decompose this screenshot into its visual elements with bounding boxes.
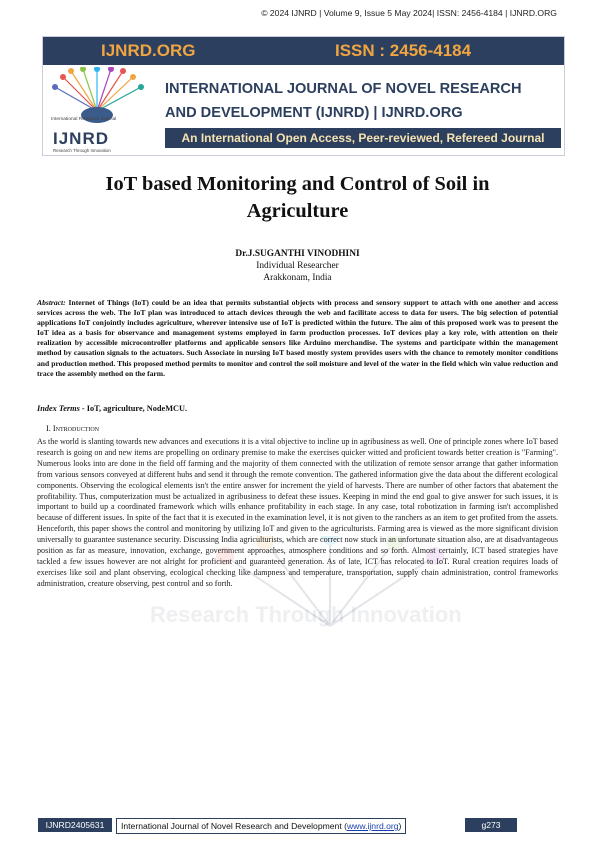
section-number: I. bbox=[46, 424, 51, 433]
journal-tagline: An International Open Access, Peer-reviewed, Refereed Journal bbox=[165, 128, 561, 148]
footer-page-number: g273 bbox=[465, 818, 517, 832]
footer-journal-name: International Journal of Novel Research and Development ( bbox=[121, 821, 347, 831]
footer-paper-id: IJNRD2405631 bbox=[38, 818, 112, 832]
author-name: Dr.J.SUGANTHI VINODHINI bbox=[235, 249, 360, 259]
journal-banner bbox=[42, 36, 565, 156]
introduction-body: As the world is slanting towards new advances and executions it is a vital objective to incline up in agribusiness as well. One of principle zones where IoT based research is going on and new items are propelling on ordinary premise to make the exercises quicker witted and proficient towards better creation is "Farming". Numerous looks into are done in the field off farming and the majority of them connected with the utilization of remote sensor arrange that gather information from various sensors conveyed at different hubs and send it through the remote convention. The gathered information give the data about the different ecological components. Observing the ecological elements isn't the entire answer for increment the yield of harvests. There are number of other factors that abatement the profitability. Thus, computerization must be actualized in agribusiness to defeat these issues. Keeping in mind the end goal to give answer for such issues, it is important to build up a coordinated framework which wills enhance profitability in each stage. In any case, total robotization in farming isn't accomplished because of different issues. In spite of the fact that it is executed in the examination level, it is not given to the ranchers as an item to get profited from the assets. Henceforth, this paper shows the control and monitoring by utilizing IoT and given to the agriculturists. Farming area is viewed as the more significant division universally to guarantee sustenance security. Discussing India agriculturists, which are correct now stuck in an unfortunate situation also, are at disadvantageous position as far as measure, innovation, exchange, government approaches, atmosphere conditions and so forth. Almost certainly, ICT based strategies have tackled a few issues however are not alright for proficient and guaranteed generation. As of late, ICT has relocated to IoT. Rural creation requires loads of exercises like soil and plant observing, ecological checking like dampness and temperature, transportation, supply chain administration, control frameworks administration, creature observing, pest control and so forth. bbox=[37, 437, 558, 588]
section-heading bbox=[46, 424, 99, 433]
index-terms-label: Index Terms bbox=[37, 404, 80, 413]
logo-caption: International Research Journal bbox=[51, 117, 117, 122]
footer-journal bbox=[116, 818, 406, 834]
index-terms-value: - IoT, agriculture, NodeMCU. bbox=[81, 404, 188, 413]
index-terms bbox=[37, 404, 187, 413]
abstract-label: Abstract: bbox=[37, 298, 66, 307]
journal-name-line1: INTERNATIONAL JOURNAL OF NOVEL RESEARCH bbox=[165, 81, 522, 97]
abstract bbox=[37, 298, 558, 379]
footer-journal-link[interactable]: www.ijnrd.org bbox=[346, 821, 399, 831]
header-copyright: © 2024 IJNRD | Volume 9, Issue 5 May 2024| ISSN: 2456-4184 | IJNRD.ORG bbox=[261, 8, 557, 18]
banner-band bbox=[43, 37, 564, 65]
author-location: Arakkonam, India bbox=[263, 273, 332, 283]
journal-name-line2: AND DEVELOPMENT (IJNRD) | IJNRD.ORG bbox=[165, 105, 463, 121]
paper-title: IoT based Monitoring and Control of Soil in Agriculture bbox=[105, 173, 490, 222]
section-title: Introduction bbox=[52, 424, 100, 433]
banner-issn: ISSN : 2456-4184 bbox=[335, 41, 472, 60]
watermark-text: Research Through Innovation bbox=[150, 602, 462, 627]
page-footer bbox=[38, 818, 557, 832]
abstract-text: Internet of Things (IoT) could be an idea that permits substantial objects with process and sensory support to attach with one another and access services across the web. The IoT plan was introduced to attach devices through the web and facilitate access to data for users. The big selection of potential applications IoT conjointly includes agriculture, wherever intensive use of IoT is predicted within the future. The aim of this proposed work was to present the IoT idea as a basis for observance and management systems employed in farm production processes. IoT devices play a key role, with attention on their realization by accessible microcontroller platforms and applicable sensors like Arduino merchandise. The systems and participate within the management method by causation signals to the actuators. Such Associate in nursing IoT based mostly system provides users with the chance to remotely monitor conditions and production method. This proposed method permits to monitor and control the soil moisture and level of the water in the field which win value reduction and trace the assembly method on the farm. bbox=[37, 298, 558, 378]
author-block bbox=[0, 248, 595, 284]
logo-acronym: IJNRD bbox=[53, 129, 110, 148]
logo-tagline: Research Through Innovation bbox=[53, 148, 111, 153]
author-role: Individual Researcher bbox=[256, 261, 339, 271]
footer-journal-close: ) bbox=[398, 821, 402, 831]
banner-site: IJNRD.ORG bbox=[101, 41, 196, 60]
